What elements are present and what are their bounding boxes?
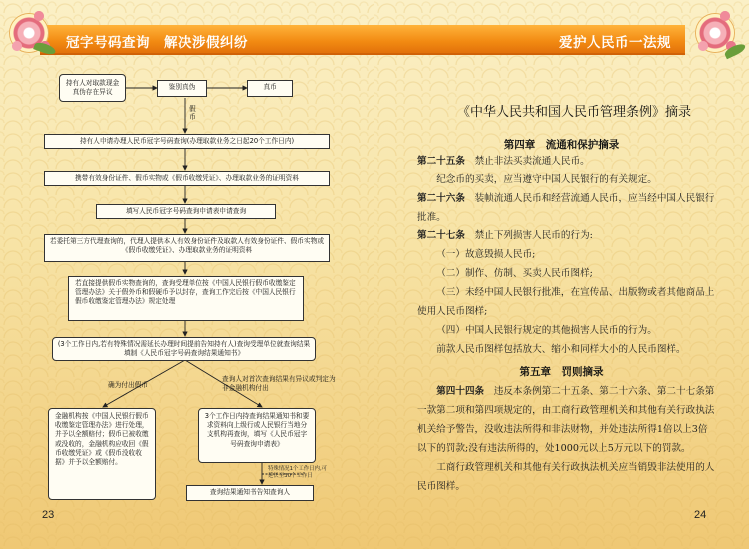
art27-item4: （四）中国人民银行规定的其他损害人民币的行为。 [436, 325, 657, 336]
art44-label: 第四十四条 [436, 386, 485, 397]
art25-para2: 纪念币的买卖，应当遵守中国人民银行的有关规定。 [436, 174, 657, 185]
article27-para [417, 226, 717, 245]
flow-left-result-box: 金融机构按《中国人民银行假币收缴鉴定管理办法》进行处理，并予以全额赔付；假币已被收缴或没收的，金融机构应收回《假币收缴凭证》或《假币没收收据》并予以全额赔付。 [48, 408, 156, 500]
flow-step1-box: 持有人申请办理人民币冠字号码查询(办理取款业务之日起20个工作日内) [44, 134, 330, 149]
art27-label: 第二十七条 [417, 230, 465, 241]
left-banner-title: 冠字号码查询 解决涉假纠纷 [66, 35, 248, 51]
flow-branch-right-label: 查询人对首次查询结果有异议或判定为非金融机构付出 [222, 375, 336, 392]
right-banner [374, 25, 685, 55]
art44-para2: 工商行政管理机关和其他有关行政执法机关应当销毁非法使用的人民币图样。 [417, 462, 715, 492]
flow-genuine-box: 真币 [247, 80, 293, 97]
chapter4-title: 第四章 流通和保护摘录 [503, 139, 620, 151]
flow-time-note: 特殊情况1个工作日内,可延长至30个工作日 [268, 466, 328, 479]
flower-ornament-right [696, 14, 734, 52]
article26-para [417, 189, 717, 227]
flow-step5-box: 若直接提供假币实物查询的，查询受理单位按《中国人民银行假币收缴鉴定管理办法》关于假外币和假硬币予以封存，查询工作完后按《中国人民银行假币收缴鉴定管理办法》规定处理 [68, 276, 304, 321]
flow-right-result-box: 3个工作日内持查询结果通知书和要求资料向上级行或人民银行当地分支机构再查询，填写《人民币冠字号码查询申请表》 [198, 408, 316, 463]
left-page-number: 23 [42, 509, 55, 521]
art27-para-end: 前款人民币图样包括放大、缩小和同样大小的人民币图样。 [436, 344, 686, 355]
art27-item3: （三）未经中国人民银行批准，在宣传品、出版物或者其他商品上使用人民币图样; [417, 287, 715, 317]
flow-final-box: 查询结果通知书告知查询人 [186, 485, 314, 501]
flow-step4-box: 若委托第三方代理查询的，代理人提供本人有效身份证件及取款人有效身份证件、假币实物或《假币收缴凭证》、办理取款业务的证明资料 [44, 234, 330, 262]
flow-step2-box: 携带有效身份证件、假币实物或《假币收缴凭证》、办理取款业务的证明资料 [44, 171, 330, 186]
art27-item1: （一）故意毁损人民币; [436, 249, 536, 260]
article44-para [417, 382, 717, 458]
art44-text: 违反本条例第二十五条、第二十六条、第二十七条第一款第二项和第四项规定的，由工商行政管理机关和其他有关行政执法机关给予警告，没收违法所得和非法财物，并处违法所得1倍以上3倍以下的罚款;没有违法所得的，处1000元以上5万元以下的罚款。 [417, 386, 715, 454]
art27-item2: （二）制作、仿制、买卖人民币图样; [436, 268, 593, 279]
doc-title: 《中华人民共和国人民币管理条例》摘录 [456, 105, 691, 120]
article25-para [417, 152, 717, 171]
art25-label: 第二十五条 [417, 156, 465, 167]
flow-counterfeit-label: 假币 [189, 105, 196, 121]
right-page [374, 0, 749, 549]
art27-text: 禁止下列损害人民币的行为: [474, 230, 593, 241]
right-page-number: 24 [694, 509, 707, 521]
flow-identify-box: 鉴别真伪 [157, 80, 207, 97]
flow-start-box: 持有人对取款现金真伪存在异议 [59, 74, 126, 102]
art25-text: 禁止非法买卖流通人民币。 [474, 156, 590, 167]
art26-text: 装帧流通人民币和经营流通人民币，应当经中国人民银行批准。 [417, 193, 715, 223]
right-banner-title: 爱护人民币一法规 [559, 35, 671, 51]
flow-step6-box: (3个工作日内,若有特殊情况需延长办理时间提前告知持有人)查询受理单位就查询结果填制《人民币冠字号码查询结果通知书》 [52, 337, 316, 361]
chapter5-title: 第五章 罚则摘录 [519, 366, 604, 378]
flow-step3-box: 填写人民币冠字号码查询申请表申请查询 [96, 204, 276, 219]
left-page [0, 0, 374, 549]
art26-label: 第二十六条 [417, 193, 465, 204]
flow-branch-left-label: 确为付出假币 [108, 381, 149, 389]
